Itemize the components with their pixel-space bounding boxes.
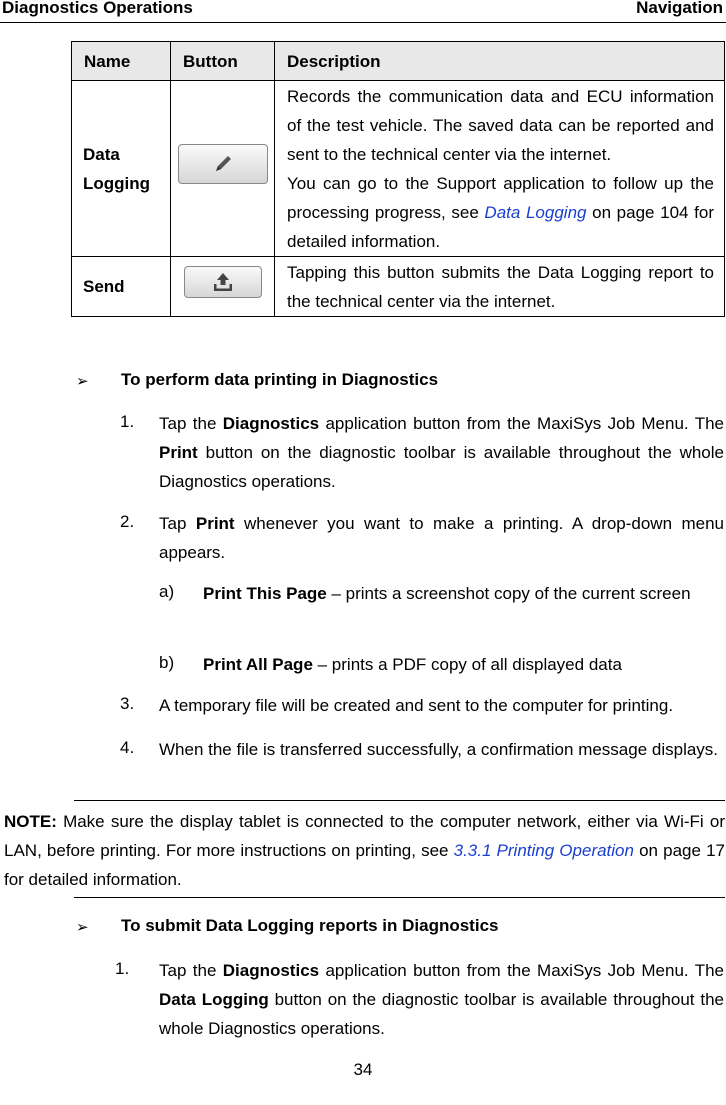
- step-text: [159, 409, 724, 496]
- step-fragment: – prints a screenshot copy of the current screen: [326, 584, 691, 603]
- step-number: 1.: [120, 412, 135, 431]
- step-bold: Diagnostics: [222, 414, 320, 433]
- step-text: A temporary file will be created and sent to the computer for printing.: [159, 696, 674, 715]
- substep-letter: a): [159, 582, 175, 601]
- step-bold: Data Logging: [159, 990, 269, 1009]
- column-header-button: Button: [171, 42, 275, 81]
- step-text: When the file is transferred successfully, a confirmation message displays.: [159, 740, 719, 759]
- page-number: 34: [353, 1060, 373, 1079]
- note-text: [4, 807, 725, 894]
- data-logging-link[interactable]: Data Logging: [484, 203, 587, 222]
- step-number: 1.: [115, 959, 130, 978]
- step-bold: Print: [159, 443, 198, 462]
- note-label: NOTE:: [4, 812, 57, 831]
- data-logging-button: [178, 144, 268, 184]
- step-fragment: button on the diagnostic toolbar is available throughout the whole Diagnostics operations.: [159, 990, 724, 1038]
- upload-icon: [211, 271, 235, 293]
- send-button: [184, 266, 262, 298]
- header-chapter-title: Navigation: [636, 0, 723, 17]
- step-fragment: whenever you want to make a printing. A drop-down menu appears.: [159, 514, 724, 562]
- description-text: You can go to the Support application to follow up the processing progress, see: [287, 174, 714, 222]
- step-text: [159, 956, 724, 1043]
- section-heading: To perform data printing in Diagnostics: [121, 370, 439, 389]
- table-row: [72, 257, 725, 317]
- bullet-arrow-icon: ➢: [76, 373, 89, 390]
- section-heading: To submit Data Logging reports in Diagnostics: [121, 916, 499, 935]
- header-section-title: Diagnostics Operations: [2, 0, 193, 17]
- row-name-line: Data: [83, 144, 120, 164]
- step-number: 2.: [120, 512, 135, 531]
- description-text: on page 104 for detailed information.: [287, 203, 714, 251]
- step-bold: Print All Page: [203, 655, 313, 674]
- substep-text: [203, 650, 724, 679]
- bullet-arrow-icon: ➢: [76, 919, 89, 936]
- step-number: 4.: [120, 738, 135, 757]
- step-fragment: application button from the MaxiSys Job Menu. The: [319, 414, 724, 433]
- step-bold: Diagnostics: [222, 961, 320, 980]
- row-button-cell: [171, 257, 275, 317]
- step-text: [159, 509, 724, 567]
- row-name-cell: [72, 81, 171, 257]
- step-number: 3.: [120, 694, 135, 713]
- column-header-name: Name: [72, 42, 171, 81]
- table-header-row: [72, 42, 725, 81]
- description-paragraph: [287, 169, 714, 256]
- note-fragment: on page 17 for detailed information.: [4, 841, 725, 889]
- row-description-cell: [275, 81, 725, 257]
- button-description-table: [71, 41, 725, 317]
- substep-letter: b): [159, 653, 175, 672]
- step-bold: Print: [195, 514, 235, 533]
- row-description-cell: Tapping this button submits the Data Logging report to the technical center via the internet.: [275, 257, 725, 317]
- row-name-cell: Send: [72, 257, 171, 317]
- description-paragraph: Records the communication data and ECU information of the test vehicle. The saved data can be reported and sent to the technical center via the internet.: [287, 87, 714, 164]
- step-fragment: Tap the: [159, 961, 223, 980]
- substep-text: [203, 579, 724, 608]
- pencil-icon: [210, 151, 236, 177]
- row-name-line: Logging: [83, 173, 151, 193]
- note-fragment: Make sure the display tablet is connected to the computer network, either via Wi-Fi or LAN, before printing. For more instructions on printing, see: [4, 812, 725, 860]
- running-header: [0, 0, 726, 23]
- step-bold: Print This Page: [203, 584, 327, 603]
- step-fragment: button on the diagnostic toolbar is available throughout the whole Diagnostics operations.: [159, 443, 724, 491]
- step-fragment: application button from the MaxiSys Job Menu. The: [319, 961, 724, 980]
- note-box: [4, 800, 725, 898]
- step-fragment: Tap the: [159, 414, 223, 433]
- step-fragment: Tap: [159, 514, 196, 533]
- column-header-description: Description: [275, 42, 725, 81]
- table-row: [72, 81, 725, 257]
- row-button-cell: [171, 81, 275, 257]
- printing-operation-link[interactable]: 3.3.1 Printing Operation: [453, 841, 634, 860]
- step-fragment: – prints a PDF copy of all displayed data: [312, 655, 622, 674]
